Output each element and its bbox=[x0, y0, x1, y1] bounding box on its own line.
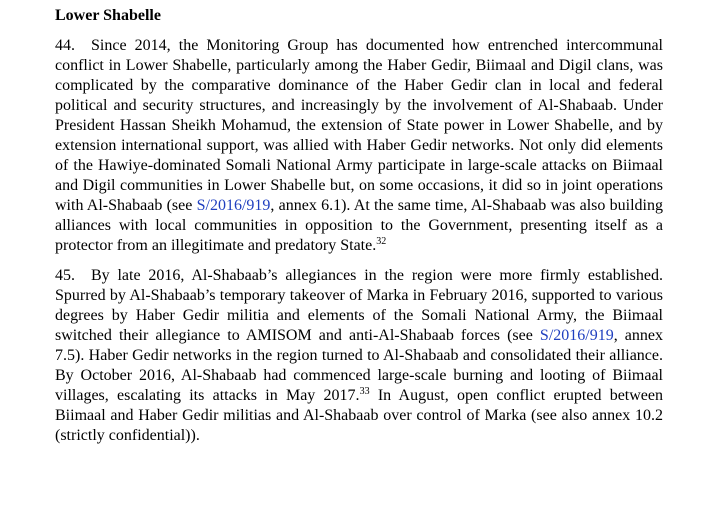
document-reference-link[interactable]: S/2016/919 bbox=[196, 197, 271, 214]
paragraph-number: 45. bbox=[55, 267, 75, 284]
paragraph-44 bbox=[55, 36, 663, 256]
paragraph-45 bbox=[55, 266, 663, 446]
paragraph-text: , annex 6.1). At the same time, Al-Shabaab was also building alliances with local communities in opposition to the Government, presenting itself as a protector from an illegitimate and predatory State. bbox=[55, 197, 663, 254]
section-heading: Lower Shabelle bbox=[55, 7, 161, 24]
paragraph-text: By late 2016, Al-Shabaab’s allegiances in the region were more firmly established. Spurred by Al-Shabaab’s temporary takeover of Marka in February 2016, supported to various degrees by Haber Gedir militia and elements of the Somali National Army, the Biimaal switched their allegiance to AMISOM and anti-Al-Shabaab forces (see bbox=[55, 267, 663, 344]
footnote-marker[interactable]: 33 bbox=[359, 386, 370, 397]
document-reference-link[interactable]: S/2016/919 bbox=[539, 327, 614, 344]
document-page bbox=[55, 6, 663, 456]
paragraph-text: , annex 7.5). Haber Gedir networks in the region turned to Al-Shabaab and consolidated their alliance. By October 2016, Al-Shabaab had commenced large-scale burning and looting of Biimaal villages, escalating its attacks in May 2017. bbox=[55, 327, 664, 404]
paragraph-text: In August, open conflict erupted between Biimaal and Haber Gedir militias and Al-Shabaab over control of Marka (see also annex 10.2 (strictly confidential)). bbox=[55, 387, 664, 444]
paragraph-number: 44. bbox=[55, 37, 75, 54]
paragraph-text: Since 2014, the Monitoring Group has documented how entrenched intercommunal conflict in Lower Shabelle, particularly among the Haber Gedir, Biimaal and Digil clans, was complicated by the comparative dominance of the Haber Gedir clan in local and federal political and security structures, and increasingly by the involvement of Al-Shabaab. Under President Hassan Sheikh Mohamud, the extension of State power in Lower Shabelle, and by extension international support, was allied with Haber Gedir networks. Not only did elements of the Hawiye-dominated Somali National Army participate in large-scale attacks on Biimaal and Digil communities in Lower Shabelle but, on some occasions, it did so in joint operations with Al-Shabaab (see bbox=[55, 37, 663, 214]
footnote-marker[interactable]: 32 bbox=[376, 236, 387, 247]
